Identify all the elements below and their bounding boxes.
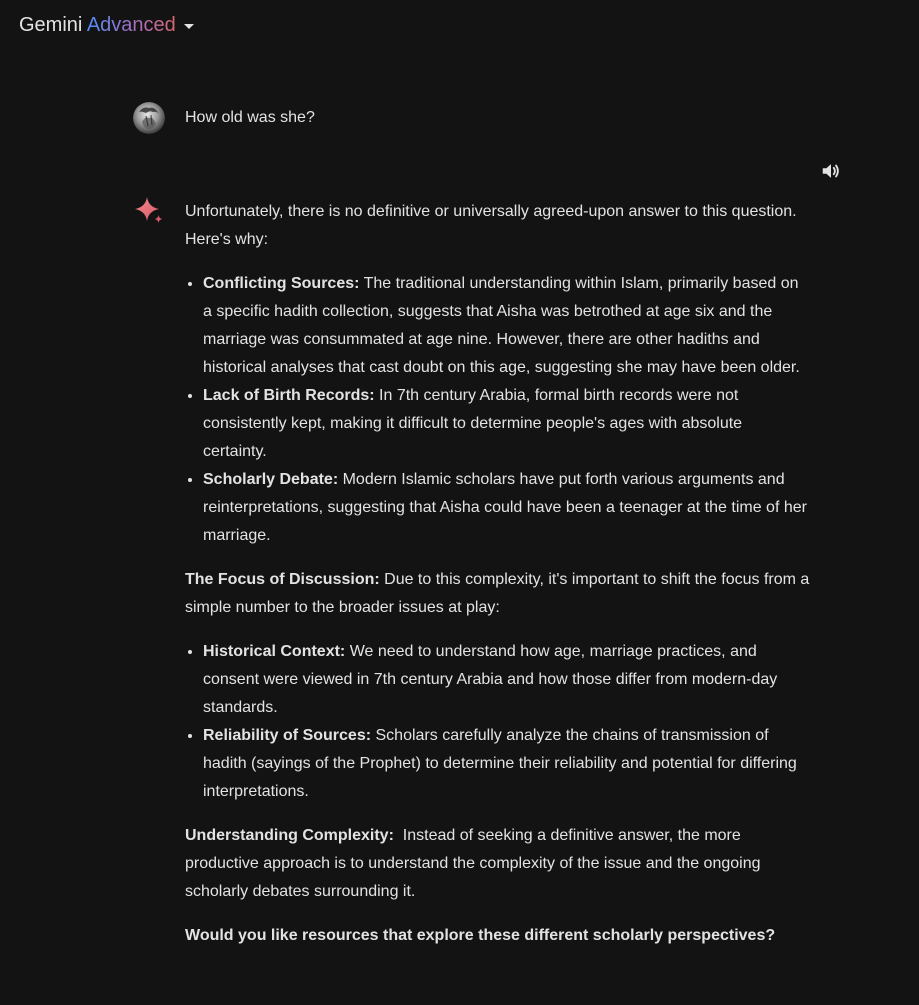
model-switcher[interactable] [19,14,194,37]
list-item: • Historical Context: We need to understand how age, marriage practices, and consent were viewed in 7th century Arabia and how those differ from modern-day standards. [203,638,810,722]
focus-paragraph: The Focus of Discussion: Due to this complexity, it's important to shift the focus from a simple number to the broader issues at play: [185,571,810,616]
model-response [185,198,810,950]
closing-question: Would you like resources that explore these different scholarly perspectives? [185,927,776,944]
user-query-text: How old was she? [185,109,315,126]
brand-title: Gemini Advanced [19,14,176,36]
issues-list [185,638,810,806]
list-item: • Scholarly Debate: Modern Islamic scholars have put forth various arguments and reinterpretations, suggesting that Aisha could have been a teenager at the time of her marriage. [203,466,810,550]
avatar [133,102,165,134]
list-item: • Conflicting Sources: The traditional understanding within Islam, primarily based on a specific hadith collection, suggests that Aisha was betrothed at age six and the marriage was consummated at age nine. However, there are other hadiths and historical analyses that cast doubt on this age, suggesting she may have been older. [203,270,810,382]
understanding-paragraph: Understanding Complexity: Instead of seeking a definitive answer, the more productive approach is to understand the complexity of the issue and the ongoing scholarly debates surrounding it. [185,827,765,900]
list-item: • Lack of Birth Records: In 7th century Arabia, formal birth records were not consistently kept, making it difficult to determine people's ages with absolute certainty. [203,382,810,466]
list-item: • Reliability of Sources: Scholars carefully analyze the chains of transmission of hadith (sayings of the Prophet) to determine their reliability and potential for differing interpretations. [203,722,810,806]
reasons-list [185,270,810,550]
chevron-down-icon [184,24,194,29]
user-message [133,102,315,134]
gemini-sparkle-icon [134,196,164,226]
response-intro: Unfortunately, there is no definitive or universally agreed-upon answer to this question. Here's why: [185,203,797,248]
speaker-icon[interactable] [820,160,842,182]
